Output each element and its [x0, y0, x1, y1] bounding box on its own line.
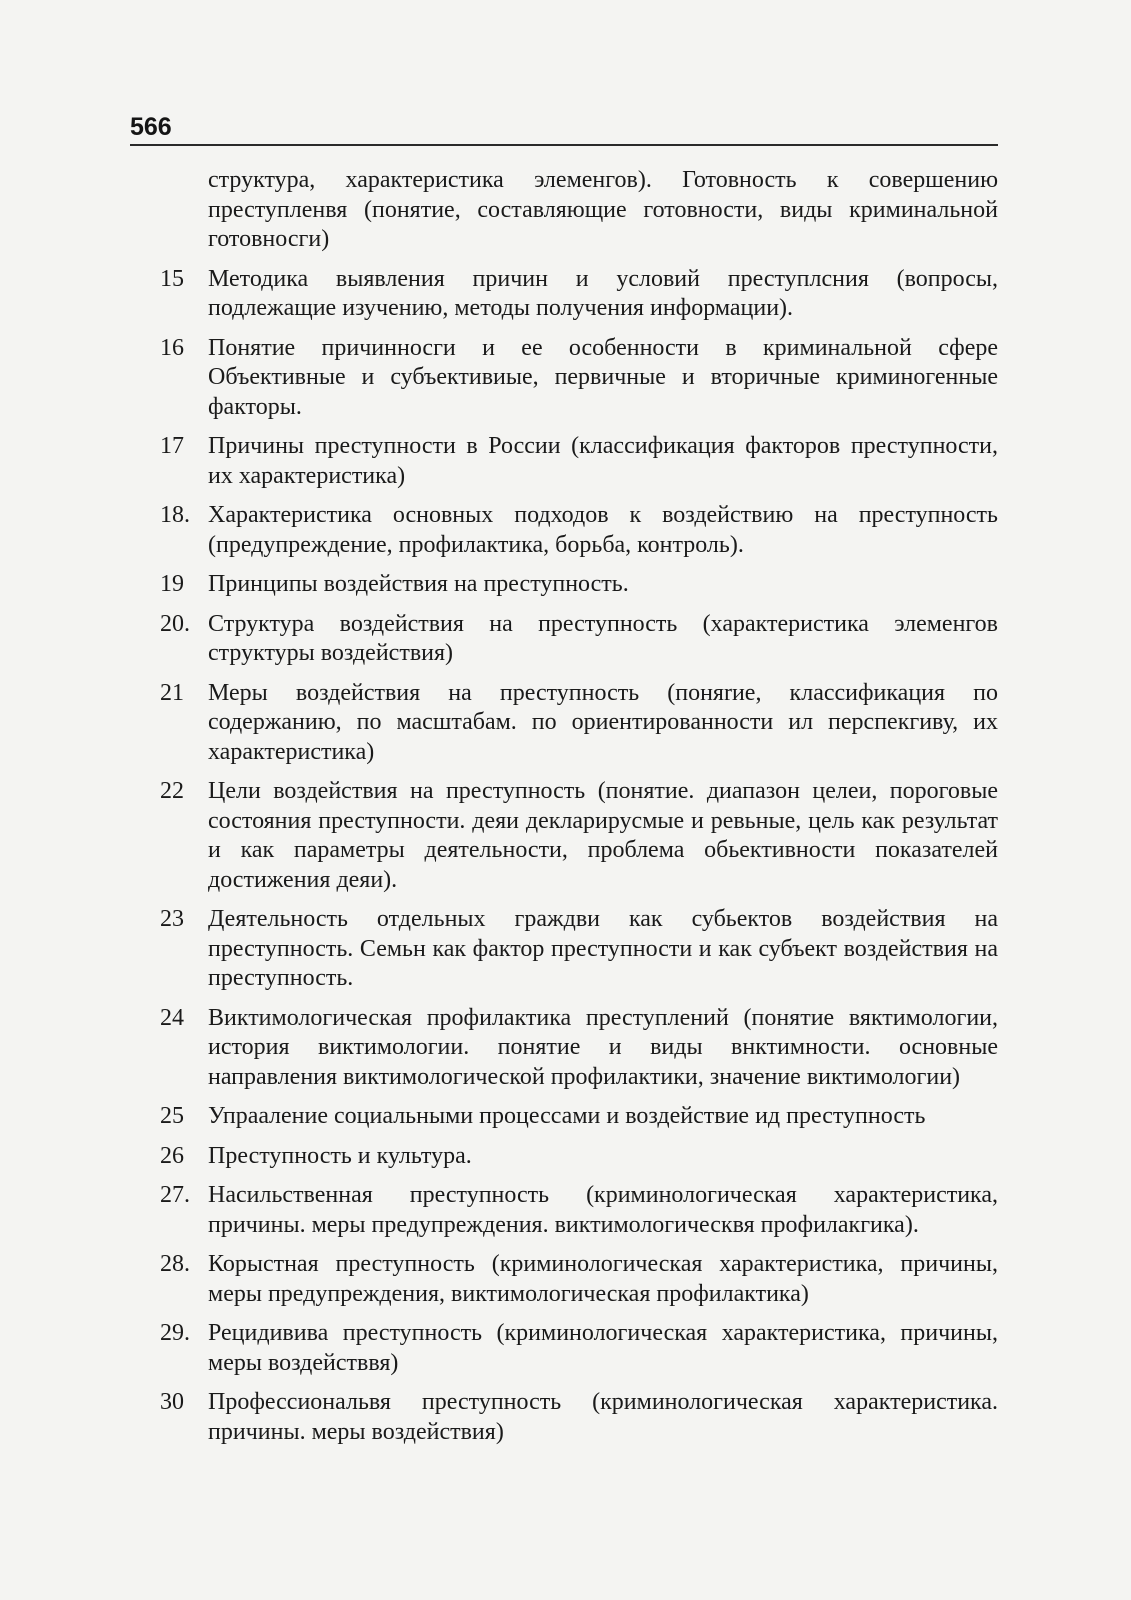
page-header	[130, 112, 998, 146]
list-item	[160, 610, 998, 669]
item-text: Корыстная преступность (криминологическая характеристика, причины, меры предупреждения, виктимологическая профилактика)	[208, 1251, 998, 1307]
list-items	[160, 265, 998, 1448]
item-number: 29.	[160, 1320, 190, 1346]
item-number: 20.	[160, 610, 190, 637]
item-text: Структура воздействия на преступность (характеристика элеменгов структуры воздействия)	[208, 610, 998, 666]
item-text: Виктимологическая профилактика преступлений (понятие вяктимологии, история виктимологии. понятие и виды внктимности. основные направления виктимологической профилактики, значение виктимологии)	[208, 1004, 998, 1090]
item-number: 24	[160, 1004, 184, 1031]
list-item	[160, 679, 998, 768]
item-text: Понятие причинносги и ее особенности в криминальной сфере Объективные и субъективиые, первичные и вторичные криминогенные факторы.	[208, 334, 998, 420]
list-item	[160, 1142, 998, 1172]
list-item	[160, 905, 998, 994]
item-text: Меры воздействия на преступность (поняrие, классификация по содержанию, по масштабам. по ориентированности ил перспекгиву, их характеристика)	[208, 679, 998, 765]
item-number: 25	[160, 1103, 184, 1129]
item-number: 23	[160, 906, 184, 932]
item-text: Профессиональвя преступность (криминологическая характеристика. причины. меры воздействия)	[208, 1389, 998, 1445]
list-item	[160, 570, 998, 600]
list-item	[160, 1102, 998, 1132]
list-item	[160, 265, 998, 324]
item-text: Характеристика основных подходов к воздействию на преступность (предупреждение, профилактика, борьба, контроль).	[208, 502, 998, 558]
list-item	[160, 432, 998, 491]
item-number: 18.	[160, 502, 190, 528]
list-item	[160, 1319, 998, 1378]
item-number: 26	[160, 1142, 184, 1169]
item-text: Рецидивива преступность (криминологическая характеристика, причины, меры воздействвя)	[208, 1320, 998, 1376]
list-item	[160, 334, 998, 423]
item-text: Методика выявления причин и условий преступлсния (вопросы, подлежащие изучению, методы получения информации).	[208, 265, 998, 321]
item-number: 27.	[160, 1182, 190, 1208]
item-number: 28.	[160, 1251, 190, 1277]
item-number: 15	[160, 265, 184, 292]
list-item	[160, 1181, 998, 1240]
item-text: Принципы воздействия на преступность.	[208, 571, 629, 597]
list-item	[160, 1004, 998, 1093]
item-text: Цели воздействия на преступность (понятие. диапазон целеи, пороговые состояния преступности. деяи декларирусмые и ревьные, цель как результат и как параметры деятельности, проблема обьективности показателей достижения деяи).	[208, 778, 998, 893]
item-number: 22	[160, 778, 184, 804]
item-text: Деятельность отдельных граждви как субьектов воздействия на преступность. Семьн как фактор преступности и как субъект воздействия на преступность.	[208, 906, 998, 991]
item-number: 30	[160, 1389, 184, 1415]
item-text: Упраaление социальными процессами и воздействие ид преступность	[208, 1103, 926, 1129]
item-number: 16	[160, 334, 184, 361]
item-text: Преступность и культура.	[208, 1142, 472, 1169]
list-item	[160, 777, 998, 895]
item-text: Насильственная преступность (криминологическая характеристика, причины. меры предупреждения. виктимологическвя профилакгика).	[208, 1182, 998, 1238]
item-text: Причины преступности в России (классификация факторов преступности, их характеристика)	[208, 433, 998, 489]
item-number: 17	[160, 433, 184, 459]
item-number: 21	[160, 679, 184, 706]
continuation-paragraph: структура, характеристика элеменгов). Готовность к совершению преступленвя (понятие, составляющие готовности, виды криминальной готовносги)	[208, 167, 998, 252]
item-number: 19	[160, 571, 184, 597]
list-item	[160, 1250, 998, 1309]
list-item	[160, 1388, 998, 1447]
page-number: 566	[130, 113, 172, 141]
list-item	[160, 501, 998, 560]
question-list	[160, 166, 998, 1457]
